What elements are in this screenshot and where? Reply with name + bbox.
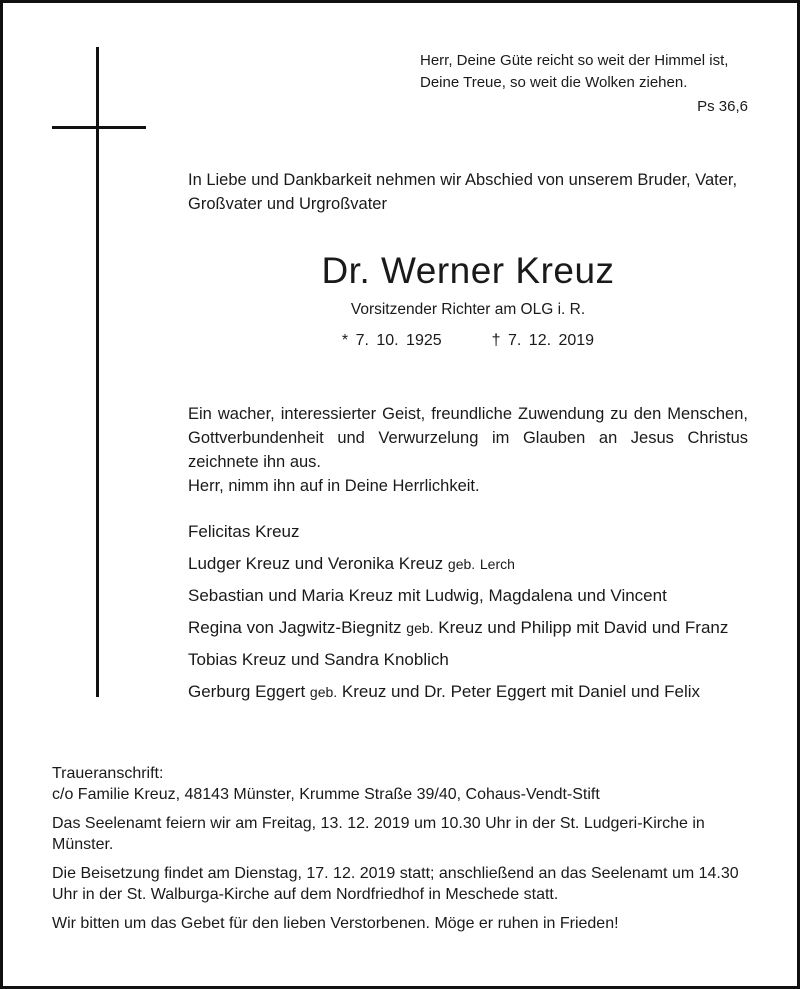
closing-note: Wir bitten um das Gebet für den lieben Verstorbenen. Möge er ruhen in Frieden! (52, 915, 619, 932)
deceased-title: Vorsitzender Richter am OLG i. R. (350, 301, 586, 318)
cross-icon-vertical-bar (96, 47, 99, 697)
mourner-name: Tobias Kreuz und Sandra Knoblich (188, 650, 449, 669)
birth-date: * 7. 10. 1925 (341, 332, 442, 349)
quote-line-1: Herr, Deine Güte reicht so weit der Himmel ist, (420, 52, 729, 69)
mourners-list (188, 516, 768, 708)
mourner-row (188, 548, 768, 580)
requiem-info: Das Seelenamt feiern wir am Freitag, 13. 12. 2019 um 10.30 Uhr in der St. Ludgeri-Kirche in Münster. (52, 815, 705, 853)
mourner-row (188, 516, 768, 548)
mourner-row (188, 644, 768, 676)
mourner-name: Gerburg Eggert (188, 682, 306, 701)
address-label: Traueranschrift: (52, 765, 164, 782)
death-date: † 7. 12. 2019 (491, 332, 595, 349)
intro-text: In Liebe und Dankbarkeit nehmen wir Abschied von unserem Bruder, Vater, Großvater und Urgroßvater (188, 171, 738, 213)
tribute-prayer: Herr, nimm ihn auf in Deine Herrlichkeit. (188, 477, 480, 495)
mourner-row (188, 676, 768, 708)
mourner-name: Sebastian und Maria Kreuz mit Ludwig, Magdalena und Vincent (188, 586, 667, 605)
mourner-name: Felicitas Kreuz (188, 522, 300, 541)
born-label: geb. (309, 684, 338, 700)
mourner-row (188, 612, 768, 644)
mourner-name: Ludger Kreuz und Veronika Kreuz (188, 554, 444, 573)
mourner-name-rest: Kreuz und Dr. Peter Eggert mit Daniel und Felix (341, 682, 701, 701)
life-dates (188, 332, 748, 350)
tribute-text: Ein wacher, interessierter Geist, freundliche Zuwendung zu den Menschen, Gottverbundenheit und Verwurzelung im Glauben an Jesus Christus zeichnete ihn aus. (188, 405, 748, 471)
deceased-name: Dr. Werner Kreuz (321, 250, 615, 291)
quote-line-2: Deine Treue, so weit die Wolken ziehen. (420, 74, 688, 91)
bible-quote (348, 50, 748, 118)
mourner-name: Regina von Jagwitz-Biegnitz (188, 618, 402, 637)
burial-info: Die Beisetzung findet am Dienstag, 17. 12. 2019 statt; anschließend an das Seelenamt um 14.30 Uhr in der St. Walburga-Kirche auf dem Nordfriedhof in Meschede statt. (52, 865, 739, 903)
address-block (52, 763, 752, 805)
mourner-name-rest: Lerch (479, 556, 515, 572)
cross-icon-horizontal-bar (52, 126, 146, 129)
born-label: geb. (406, 620, 434, 636)
mourner-row (188, 580, 768, 612)
service-details (52, 763, 752, 942)
tribute (188, 402, 748, 498)
address-value: c/o Familie Kreuz, 48143 Münster, Krumme Straße 39/40, Cohaus-Vendt-Stift (52, 786, 600, 803)
born-label: geb. (447, 556, 476, 572)
mourner-name-rest: Kreuz und Philipp mit David und Franz (438, 618, 729, 637)
quote-reference: Ps 36,6 (697, 98, 748, 115)
